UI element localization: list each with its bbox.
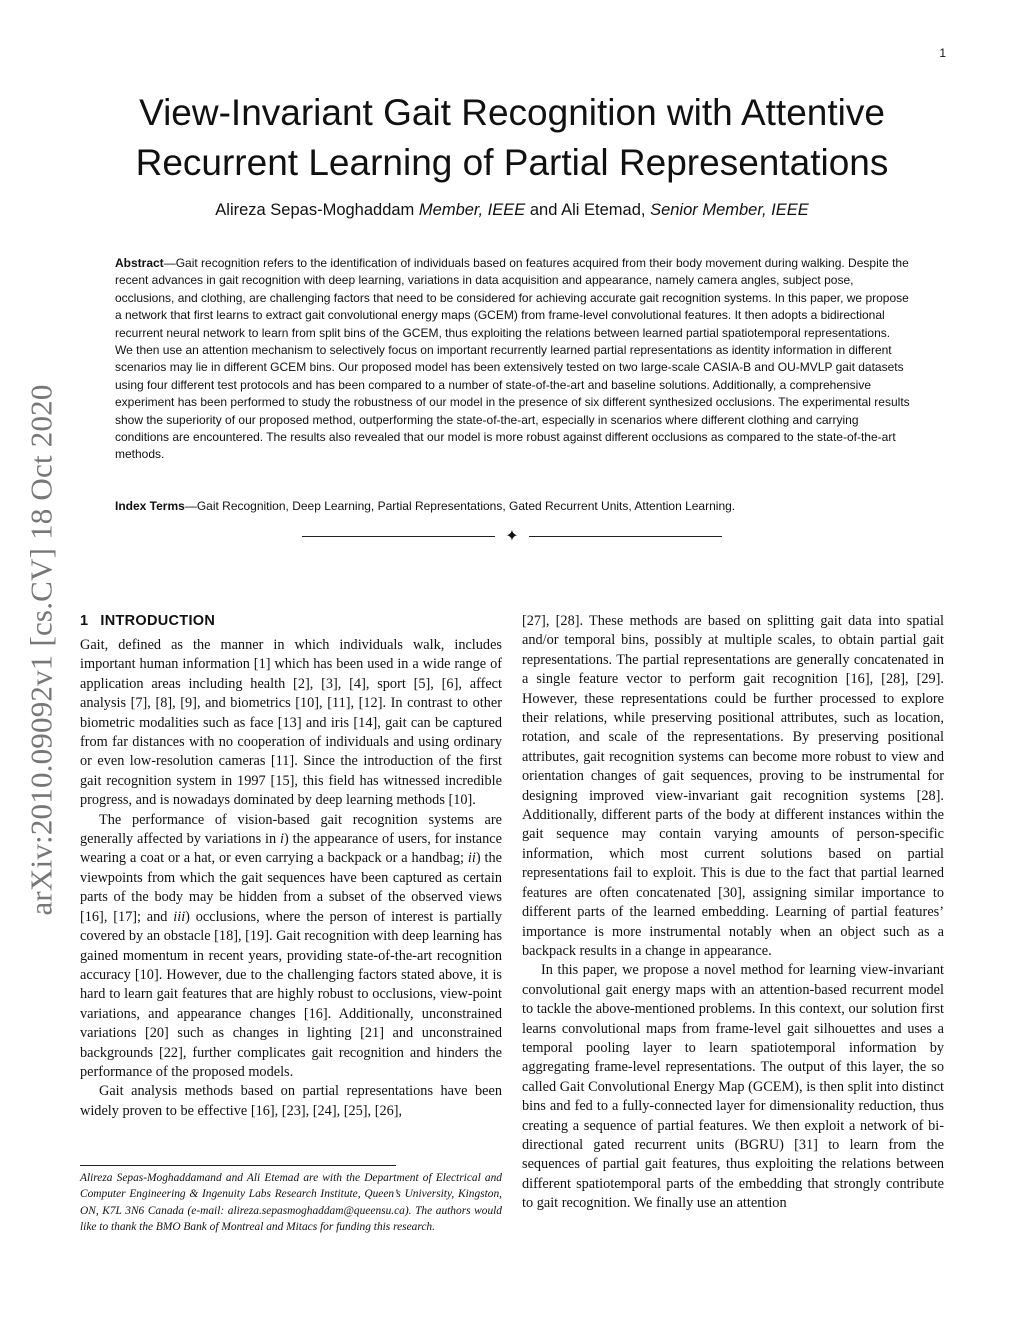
divider-rule-right	[529, 536, 722, 537]
enum-iii: iii	[173, 908, 186, 925]
paragraph-2-part-b: ) the appearance of users, for instance wearing a coat or a hat, or even carrying a backpack or a handbag;	[80, 831, 502, 867]
enum-ii: ii	[467, 850, 476, 867]
column-left	[80, 612, 502, 1121]
divider-rule-left	[302, 536, 495, 537]
page-number: 1	[939, 46, 946, 60]
section-divider	[302, 526, 722, 546]
paper-title: View-Invariant Gait Recognition with Attentive Recurrent Learning of Partial Representations	[135, 92, 889, 183]
index-terms	[115, 498, 910, 515]
arxiv-stamp	[16, 355, 68, 945]
section-number: 1	[80, 613, 89, 629]
section-heading	[80, 612, 502, 631]
footnote-rule	[80, 1165, 396, 1166]
abstract	[115, 255, 910, 464]
paragraph-2-part-c: ) the viewpoints from which the gait sequences have been captured as certain parts of the body may be hidden from a subset of the observed views [16], [17]; and	[80, 850, 502, 925]
author-conjunction: and	[529, 201, 558, 219]
author-2-role: Senior Member, IEEE	[650, 201, 809, 219]
paragraph-5: In this paper, we propose a novel method for learning view-invariant convolutional gait energy maps with an attention-based recurrent model to tackle the above-mentioned problems. In this context, our solution first learns convolutional maps from frame-level gait silhouettes and uses a temporal pooling layer to learn spatiotemporal information by aggregating frame-level representations. The output of this layer, the so called Gait Convolutional Energy Map (GCEM), is then split into distinct bins and fed to a fully-connected layer for dimensionality reduction, thus creating a sequence of partial features. We then exploit a network of bi-directional gated recurrent units (BGRU) [31] to learn from the sequences of partial gait features, thus exploiting the relations between different spatiotemporal parts of the embedding that strongly contribute to gait recognition. We finally use an attention	[522, 962, 944, 1212]
author-1-name: Alireza Sepas-Moghaddam	[215, 201, 415, 219]
arxiv-id: arXiv:2010.09092v1 [cs.CV] 18 Oct 2020	[24, 384, 59, 916]
abstract-label: Abstract	[115, 256, 164, 270]
abstract-text: —Gait recognition refers to the identification of individuals based on features acquired from their body movement during walking. Despite the recent advances in gait recognition with deep learning, variations in data acquisition and appearance, namely camera angles, subject pose, occlusions, and clothing, are challenging factors that need to be considered for achieving accurate gait recognition systems. In this paper, we propose a network that first learns to extract gait convolutional energy maps (GCEM) from frame-level convolutional features. It then adopts a bidirectional recurrent neural network to learn from split bins of the GCEM, thus exploiting the relations between learned partial spatiotemporal representations. We then use an attention mechanism to selectively focus on important recurrently learned partial representations as identity information in different scenarios may lie in different GCEM bins. Our proposed model has been extensively tested on two large-scale CASIA-B and OU-MVLP gait datasets using four different test protocols and has been compared to a number of state-of-the-art and baseline solutions. Additionally, a comprehensive experiment has been performed to study the robustness of our model in the presence of six different synthesized occlusions. The experimental results show the superiority of our proposed method, outperforming the state-of-the-art, especially in scenarios where different clothing and carrying conditions are encountered. The results also revealed that our model is more robust against different occlusions as compared to the state-of-the-art methods.	[115, 256, 910, 462]
divider-diamond-icon: ✦	[505, 526, 519, 545]
enum-i: i	[280, 831, 284, 848]
section-title: INTRODUCTION	[100, 613, 216, 629]
index-terms-label: Index Terms	[115, 499, 185, 513]
column-right	[522, 612, 944, 1214]
paragraph-3: Gait analysis methods based on partial representations have been widely proven to be effective [16], [23], [24], [25], [26],	[80, 1083, 502, 1119]
author-1-role: Member, IEEE	[418, 201, 526, 219]
paragraph-2-part-a: The performance of vision-based gait recognition systems are generally affected by variations in	[80, 811, 502, 848]
author-line	[80, 201, 944, 220]
paragraph-2	[80, 811, 502, 1083]
author-2-name: Ali Etemad,	[561, 201, 646, 219]
footnote: Alireza Sepas-Moghaddamand and Ali Etemad are with the Department of Electrical and Computer Engineering & Ingenuity Labs Research Institute, Queen’s University, Kingston, ON, K7L 3N6 Canada (e-mail: alireza.sepasmoghaddam@queensu.ca). The authors would like to thank the BMO Bank of Montreal and Mitacs for funding this research.	[80, 1172, 502, 1234]
paragraph-4: [27], [28]. These methods are based on splitting gait data into spatial and/or temporal bins, possibly at multiple scales, to obtain partial gait representations. The partial representations are generally concatenated in a single feature vector to perform gait recognition [16], [28], [29]. However, these representations could be further processed to explore their relations, while preserving positional attributes, such as location, rotation, and scale of the representations. By preserving positional attributes, gait recognition systems can become more robust to view and orientation changes of gait sequences, proving to be instrumental for designing improved view-invariant gait recognition systems [28]. Additionally, different parts of the body at different instances within the gait sequence may contain varying amounts of person-specific information, which most current solutions based on partial representations fail to exploit. This is due to the fact that partial learned features are often concatenated [30], assigning similar importance to different parts of the learned embedding. Learning of partial features’ importance is more instrumental notably when an object such as a backpack results in a change in appearance.	[522, 613, 944, 959]
paragraph-2-part-d: ) occlusions, where the person of interest is partially covered by an obstacle [18], [19]. Gait recognition with deep learning has gained momentum in recent years, providing state-of-the-art recognition accuracy [10]. However, due to the challenging factors stated above, it is hard to learn gait features that are highly robust to occlusions, view-point variations, and appearance changes [16]. Additionally, unconstrained variations [20] such as changes in lighting [21] and unconstrained backgrounds [22], further complicates gait recognition and hinders the performance of the proposed models.	[80, 908, 503, 1080]
paragraph-1: Gait, defined as the manner in which individuals walk, includes important human information [1] which has been used in a wide range of application areas including health [2], [3], [4], sport [5], [6], affect analysis [7], [8], [9], and biometrics [10], [11], [12]. In contrast to other biometric modalities such as face [13] and iris [14], gait can be captured from far distances with no cooperation of individuals and using ordinary or even low-resolution cameras [11]. Since the introduction of the first gait recognition system in 1997 [15], this field has witnessed incredible progress, and is nowadays dominated by deep learning methods [10].	[80, 637, 502, 809]
index-terms-text: —Gait Recognition, Deep Learning, Partial Representations, Gated Recurrent Units, Attention Learning.	[184, 499, 736, 513]
